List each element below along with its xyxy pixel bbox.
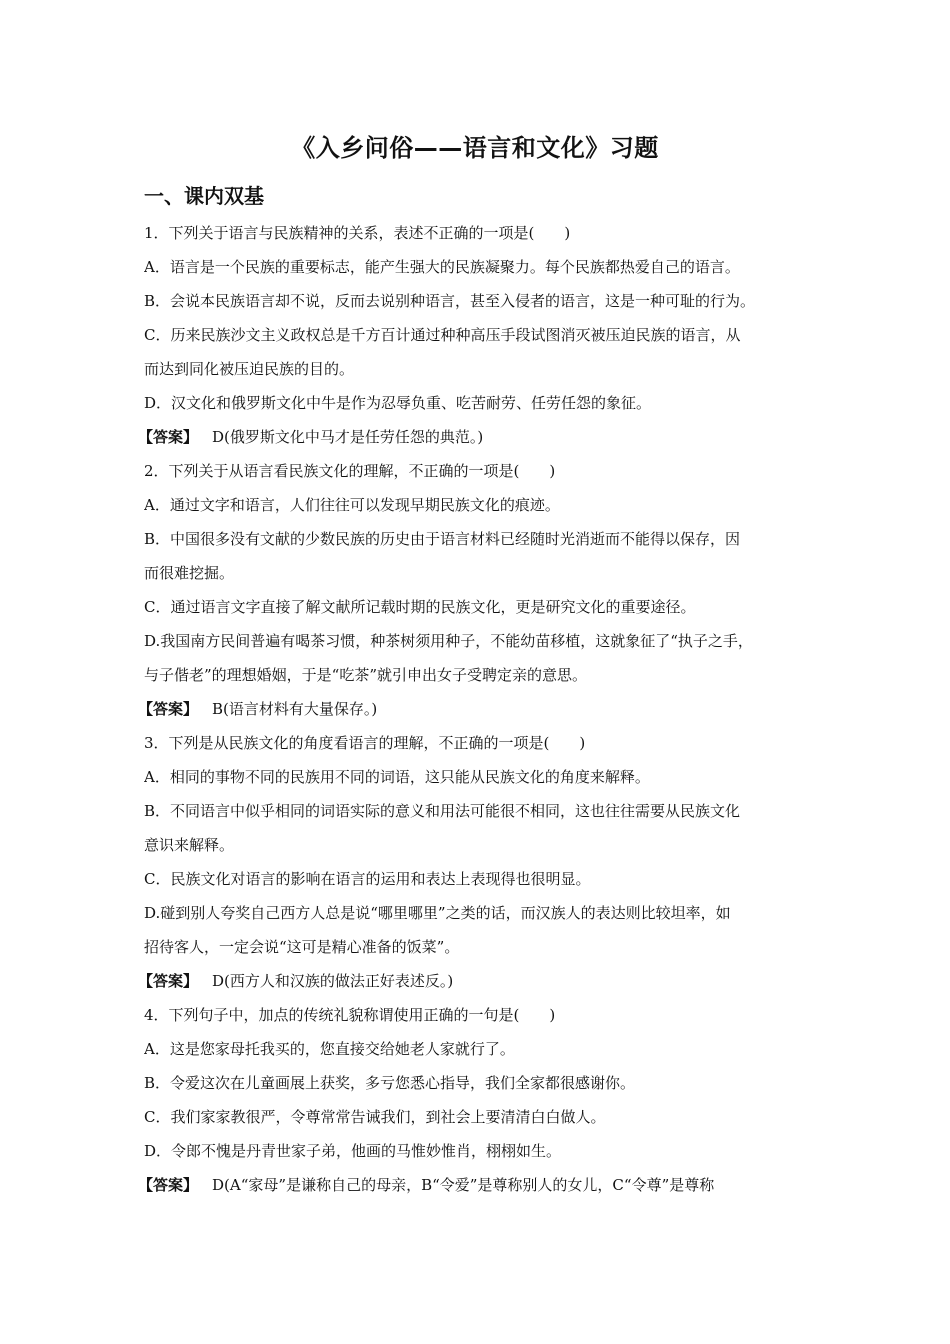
option-a: A．这是您家母托我买的，您直接交给她老人家就行了。 — [144, 1040, 515, 1058]
option-d: D．令郎不愧是丹青世家子弟，他画的马惟妙惟肖，栩栩如生。 — [144, 1142, 562, 1160]
question-4 — [138, 998, 806, 1202]
option-d: D．汉文化和俄罗斯文化中牛是作为忍辱负重、吃苦耐劳、任劳任怨的象征。 — [144, 394, 652, 412]
question-2 — [138, 454, 806, 726]
answer-tag: 【答案】 — [138, 700, 199, 718]
answer-line — [138, 1168, 806, 1202]
answer-tag: 【答案】 — [138, 972, 199, 990]
answer-tag: 【答案】 — [138, 1176, 199, 1194]
answer-text: D(西方人和汉族的做法正好表述反。) — [212, 972, 454, 990]
question-1 — [138, 216, 806, 454]
question-3 — [138, 726, 806, 998]
option-a: A．通过文字和语言，人们往往可以发现早期民族文化的痕迹。 — [144, 496, 560, 514]
question-stem: 3．下列是从民族文化的角度看语言的理解，不正确的一项是( ) — [144, 734, 586, 752]
answer-line — [138, 692, 806, 726]
option-c: C．我们家家教很严，令尊常常告诫我们，到社会上要清清白白做人。 — [144, 1108, 606, 1126]
option-b-continued: 意识来解释。 — [144, 836, 235, 854]
question-stem: 1．下列关于语言与民族精神的关系，表述不正确的一项是( ) — [144, 224, 571, 242]
option-c: C．通过语言文字直接了解文献所记载时期的民族文化，更是研究文化的重要途径。 — [144, 598, 696, 616]
answer-text: B(语言材料有大量保存。) — [212, 700, 378, 718]
option-c: C．历来民族沙文主义政权总是千方百计通过种种高压手段试图消灭被压迫民族的语言，从 — [144, 326, 741, 344]
answer-line — [138, 964, 806, 998]
option-d: D.碰到别人夸奖自己西方人总是说“哪里哪里”之类的话，而汉族人的表达则比较坦率，如 — [144, 904, 731, 922]
option-b: B．令爱这次在儿童画展上获奖，多亏您悉心指导，我们全家都很感谢你。 — [144, 1074, 636, 1092]
question-stem: 4．下列句子中，加点的传统礼貌称谓使用正确的一句是( ) — [144, 1006, 556, 1024]
option-b: B．中国很多没有文献的少数民族的历史由于语言材料已经随时光消逝而不能得以保存，因 — [144, 530, 741, 548]
option-c: C．民族文化对语言的影响在语言的运用和表达上表现得也很明显。 — [144, 870, 591, 888]
option-d-continued: 招待客人，一定会说“这可是精心准备的饭菜”。 — [144, 938, 460, 956]
answer-tag: 【答案】 — [138, 428, 199, 446]
option-b-continued: 而很难挖掘。 — [144, 564, 235, 582]
answer-text: D(A“家母”是谦称自己的母亲，B“令爱”是尊称别人的女儿，C“令尊”是尊称 — [212, 1176, 715, 1194]
option-a: A．相同的事物不同的民族用不同的词语，这只能从民族文化的角度来解释。 — [144, 768, 650, 786]
option-d-continued: 与子偕老”的理想婚姻，于是“吃茶”就引申出女子受聘定亲的意思。 — [144, 666, 588, 684]
option-b: B．会说本民族语言却不说，反而去说别种语言，甚至入侵者的语言，这是一种可耻的行为。 — [144, 292, 756, 310]
answer-line — [138, 420, 806, 454]
section-heading: 一、课内双基 — [144, 184, 264, 208]
answer-text: D(俄罗斯文化中马才是任劳任怨的典范。) — [212, 428, 484, 446]
option-b: B．不同语言中似乎相同的词语实际的意义和用法可能很不相同，这也往往需要从民族文化 — [144, 802, 741, 820]
option-a: A．语言是一个民族的重要标志，能产生强大的民族凝聚力。每个民族都热爱自己的语言。 — [144, 258, 740, 276]
question-stem: 2．下列关于从语言看民族文化的理解，不正确的一项是( ) — [144, 462, 556, 480]
document-page — [138, 128, 806, 1202]
option-d: D.我国南方民间普遍有喝茶习惯，种茶树须用种子，不能幼苗移植，这就象征了“执子之手， — [144, 632, 753, 650]
option-c-continued: 而达到同化被压迫民族的目的。 — [144, 360, 355, 378]
document-title: 《入乡问俗——语言和文化》习题 — [291, 134, 659, 162]
